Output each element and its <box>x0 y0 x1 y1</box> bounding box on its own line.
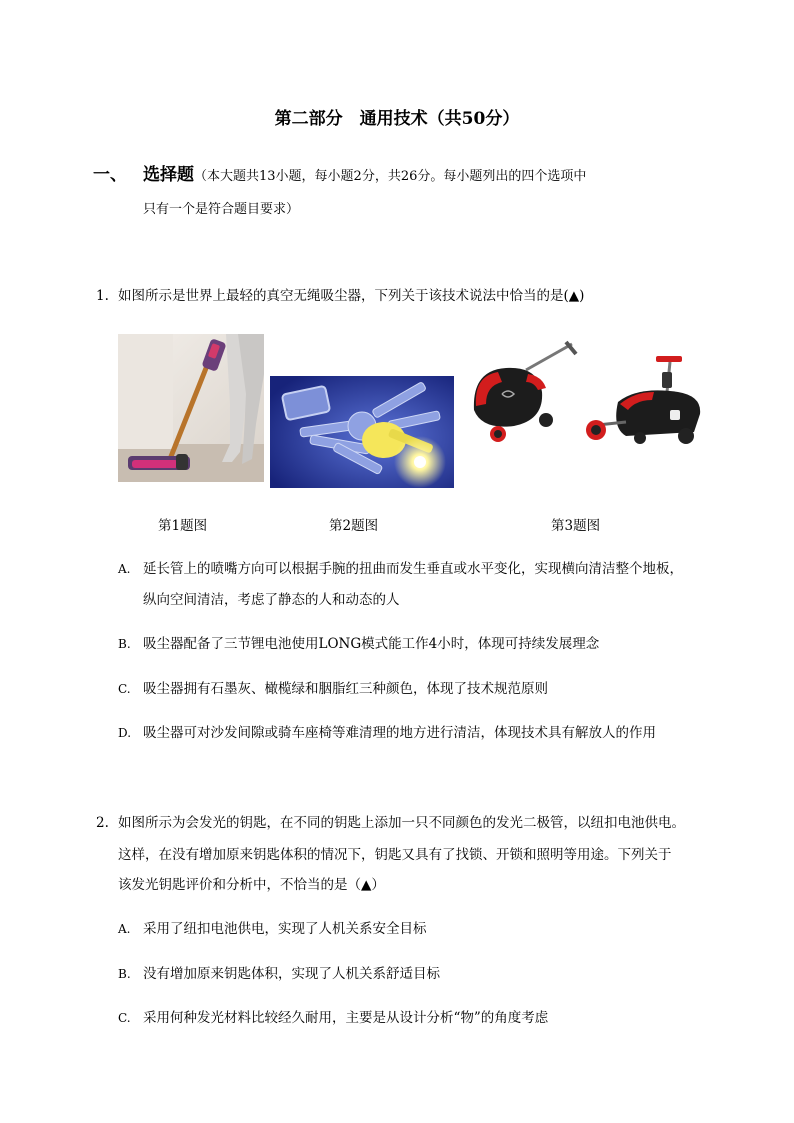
q1-option-a-letter: A. <box>118 562 131 576</box>
page-title: 第二部分 通用技术（共50分） <box>274 109 520 129</box>
q2-option-a-letter: A. <box>118 922 131 936</box>
figure-2-keys-image <box>270 376 454 488</box>
q1-stem: 如图所示是世界上最轻的真空无绳吸尘器，下列关于该技术说法中恰当的是(▲) <box>118 288 585 304</box>
q2-stem-line1: 如图所示为会发光的钥匙，在不同的钥匙上添加一只不同颜色的发光二极管，以纽扣电池供电。 <box>118 815 685 831</box>
q1-option-d-letter: D. <box>118 726 132 740</box>
q2-number: 2. <box>96 815 109 831</box>
q2-option-c-line1: 采用何种发光材料比较经久耐用，主要是从设计分析“物”的角度考虑 <box>143 1010 549 1026</box>
section-note-line1: （本大题共13小题，每小题2分，共26分。每小题列出的四个选项中 <box>194 169 587 184</box>
q2-stem-line3: 该发光钥匙评价和分析中，不恰当的是（▲） <box>118 877 385 893</box>
figure-1-vacuum-image <box>118 334 264 482</box>
q1-option-d-line1: 吸尘器可对沙发间隙或骑车座椅等难清理的地方进行清洁，体现技术具有解放人的作用 <box>143 725 656 741</box>
q1-option-a-line2: 纵向空间清洁，考虑了静态的人和动态的人 <box>143 592 400 608</box>
q2-option-b-line1: 没有增加原来钥匙体积，实现了人机关系舒适目标 <box>143 966 440 982</box>
figure-2-caption: 第2题图 <box>329 518 379 534</box>
q1-option-c-line1: 吸尘器拥有石墨灰、橄榄绿和胭脂红三种颜色，体现了技术规范原则 <box>143 681 548 697</box>
section-number: 一、 <box>93 165 127 185</box>
q2-option-b-letter: B. <box>118 967 131 981</box>
figure-1-caption: 第1题图 <box>158 518 208 534</box>
q2-option-a-line1: 采用了纽扣电池供电，实现了人机关系安全目标 <box>143 921 427 937</box>
figure-3-caption: 第3题图 <box>551 518 601 534</box>
q2-stem-line2: 这样，在没有增加原来钥匙体积的情况下，钥匙又具有了找锁、开锁和照明等用途。下列关于 <box>118 847 672 863</box>
section-name: 选择题 <box>143 165 194 185</box>
q1-option-b-line1: 吸尘器配备了三节锂电池使用LONG模式能工作4小时，体现可持续发展理念 <box>143 636 600 652</box>
q1-option-b-letter: B. <box>118 637 131 651</box>
q1-option-a-line1: 延长管上的喷嘴方向可以根据手腕的扭曲而发生垂直或水平变化，实现横向清洁整个地板， <box>143 561 683 577</box>
q1-option-c-letter: C. <box>118 682 131 696</box>
q1-number: 1. <box>96 288 109 304</box>
q2-option-c-letter: C. <box>118 1011 131 1025</box>
section-note-line2: 只有一个是符合题目要求） <box>143 202 300 217</box>
figure-3a-scooter-image <box>468 340 578 450</box>
section-heading <box>143 160 586 185</box>
figure-3b-scooter-image <box>582 352 706 448</box>
